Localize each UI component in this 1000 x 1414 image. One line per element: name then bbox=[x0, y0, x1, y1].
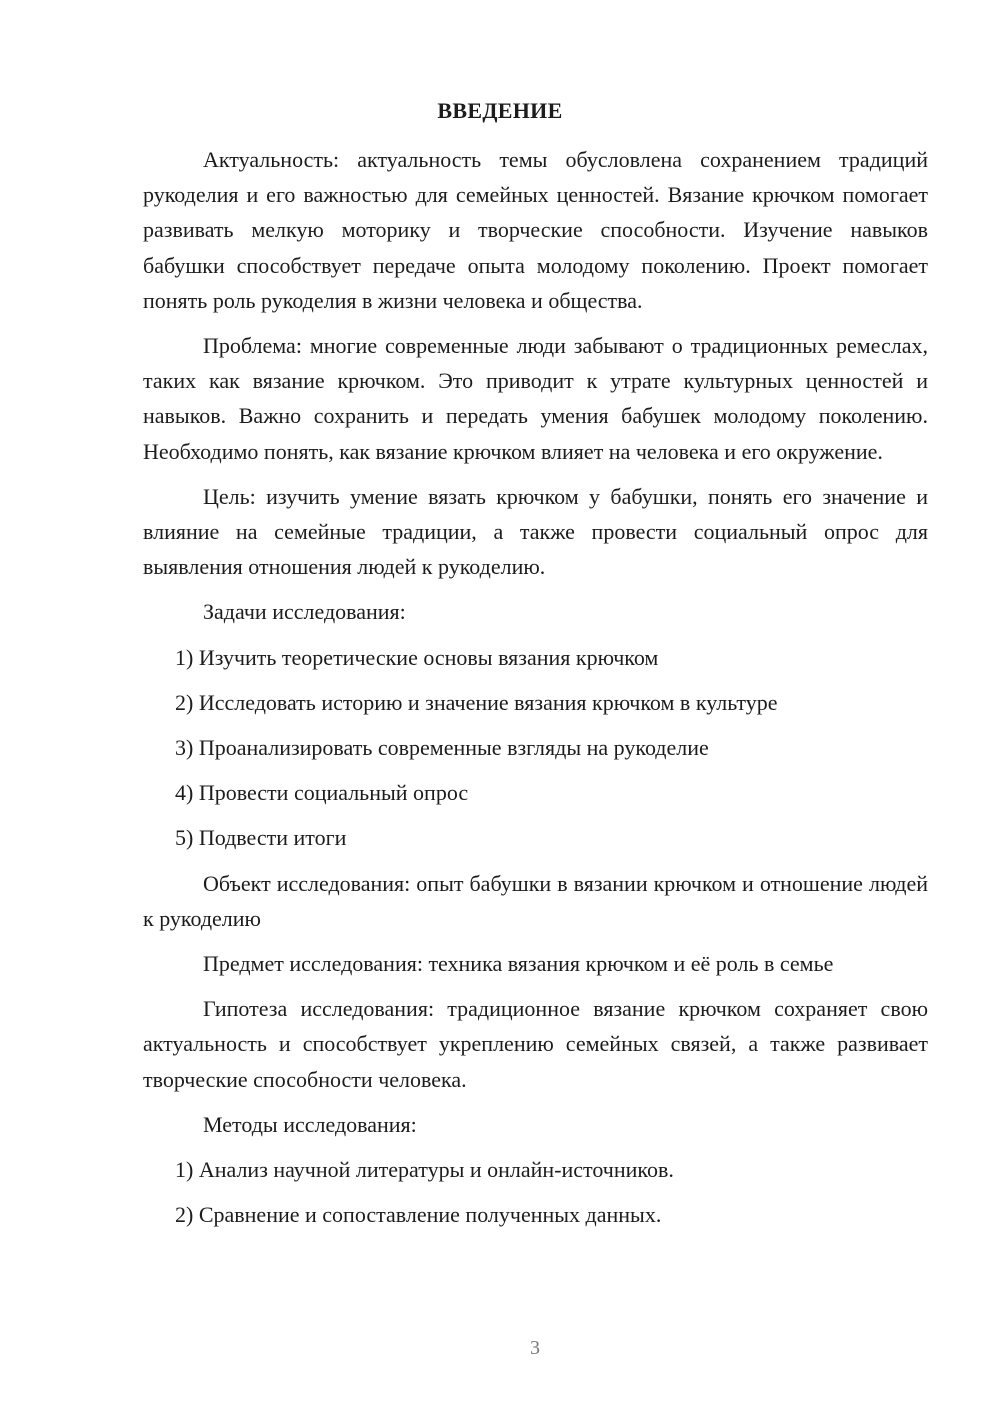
list-item: 1) Изучить теоретические основы вязания крючком bbox=[175, 644, 659, 670]
problem-paragraph: Проблема: многие современные люди забывают о традиционных ремеслах, таких как вязание крючком. Это приводит к утрате культурных ценностей и навыков. Важно сохранить и передать умения бабушек молодому поколению. Необходимо понять, как вязание крючком влияет на человека и его окружение. bbox=[143, 333, 928, 464]
relevance-paragraph: Актуальность: актуальность темы обусловлена сохранением традиций рукоделия и его важностью для семейных ценностей. Вязание крючком помогает развивать мелкую моторику и творческие способности. Изучение навыков бабушки способствует передаче опыта молодому поколению. Проект помогает понять роль рукоделия в жизни человека и общества. bbox=[143, 147, 928, 313]
goal-paragraph: Цель: изучить умение вязать крючком у бабушки, понять его значение и влияние на семейные традиции, а также провести социальный опрос для выявления отношения людей к рукоделию. bbox=[143, 483, 928, 580]
list-item: 2) Исследовать историю и значение вязания крючком в культуре bbox=[175, 689, 778, 715]
list-item: 1) Анализ научной литературы и онлайн-источников. bbox=[175, 1157, 674, 1183]
list-item: 5) Подвести итоги bbox=[175, 825, 347, 851]
list-item: 3) Проанализировать современные взгляды на рукоделие bbox=[175, 735, 709, 761]
page-number: 3 bbox=[530, 1337, 540, 1359]
body-text bbox=[143, 142, 928, 1242]
tasks-list bbox=[143, 640, 928, 856]
list-item: 4) Провести социальный опрос bbox=[175, 780, 469, 806]
subject-paragraph: Предмет исследования: техника вязания крючком и её роль в семье bbox=[203, 951, 834, 977]
object-paragraph: Объект исследования: опыт бабушки в вязании крючком и отношение людей к рукоделию bbox=[143, 870, 928, 931]
tasks-title: Задачи исследования: bbox=[203, 599, 406, 625]
section-heading: ВВЕДЕНИЕ bbox=[437, 98, 563, 123]
methods-title: Методы исследования: bbox=[203, 1111, 417, 1137]
list-item: 2) Сравнение и сопоставление полученных данных. bbox=[175, 1202, 662, 1228]
methods-list bbox=[143, 1152, 928, 1232]
hypothesis-paragraph: Гипотеза исследования: традиционное вязание крючком сохраняет свою актуальность и способствует укреплению семейных связей, а также развивает творческие способности человека. bbox=[143, 996, 928, 1092]
